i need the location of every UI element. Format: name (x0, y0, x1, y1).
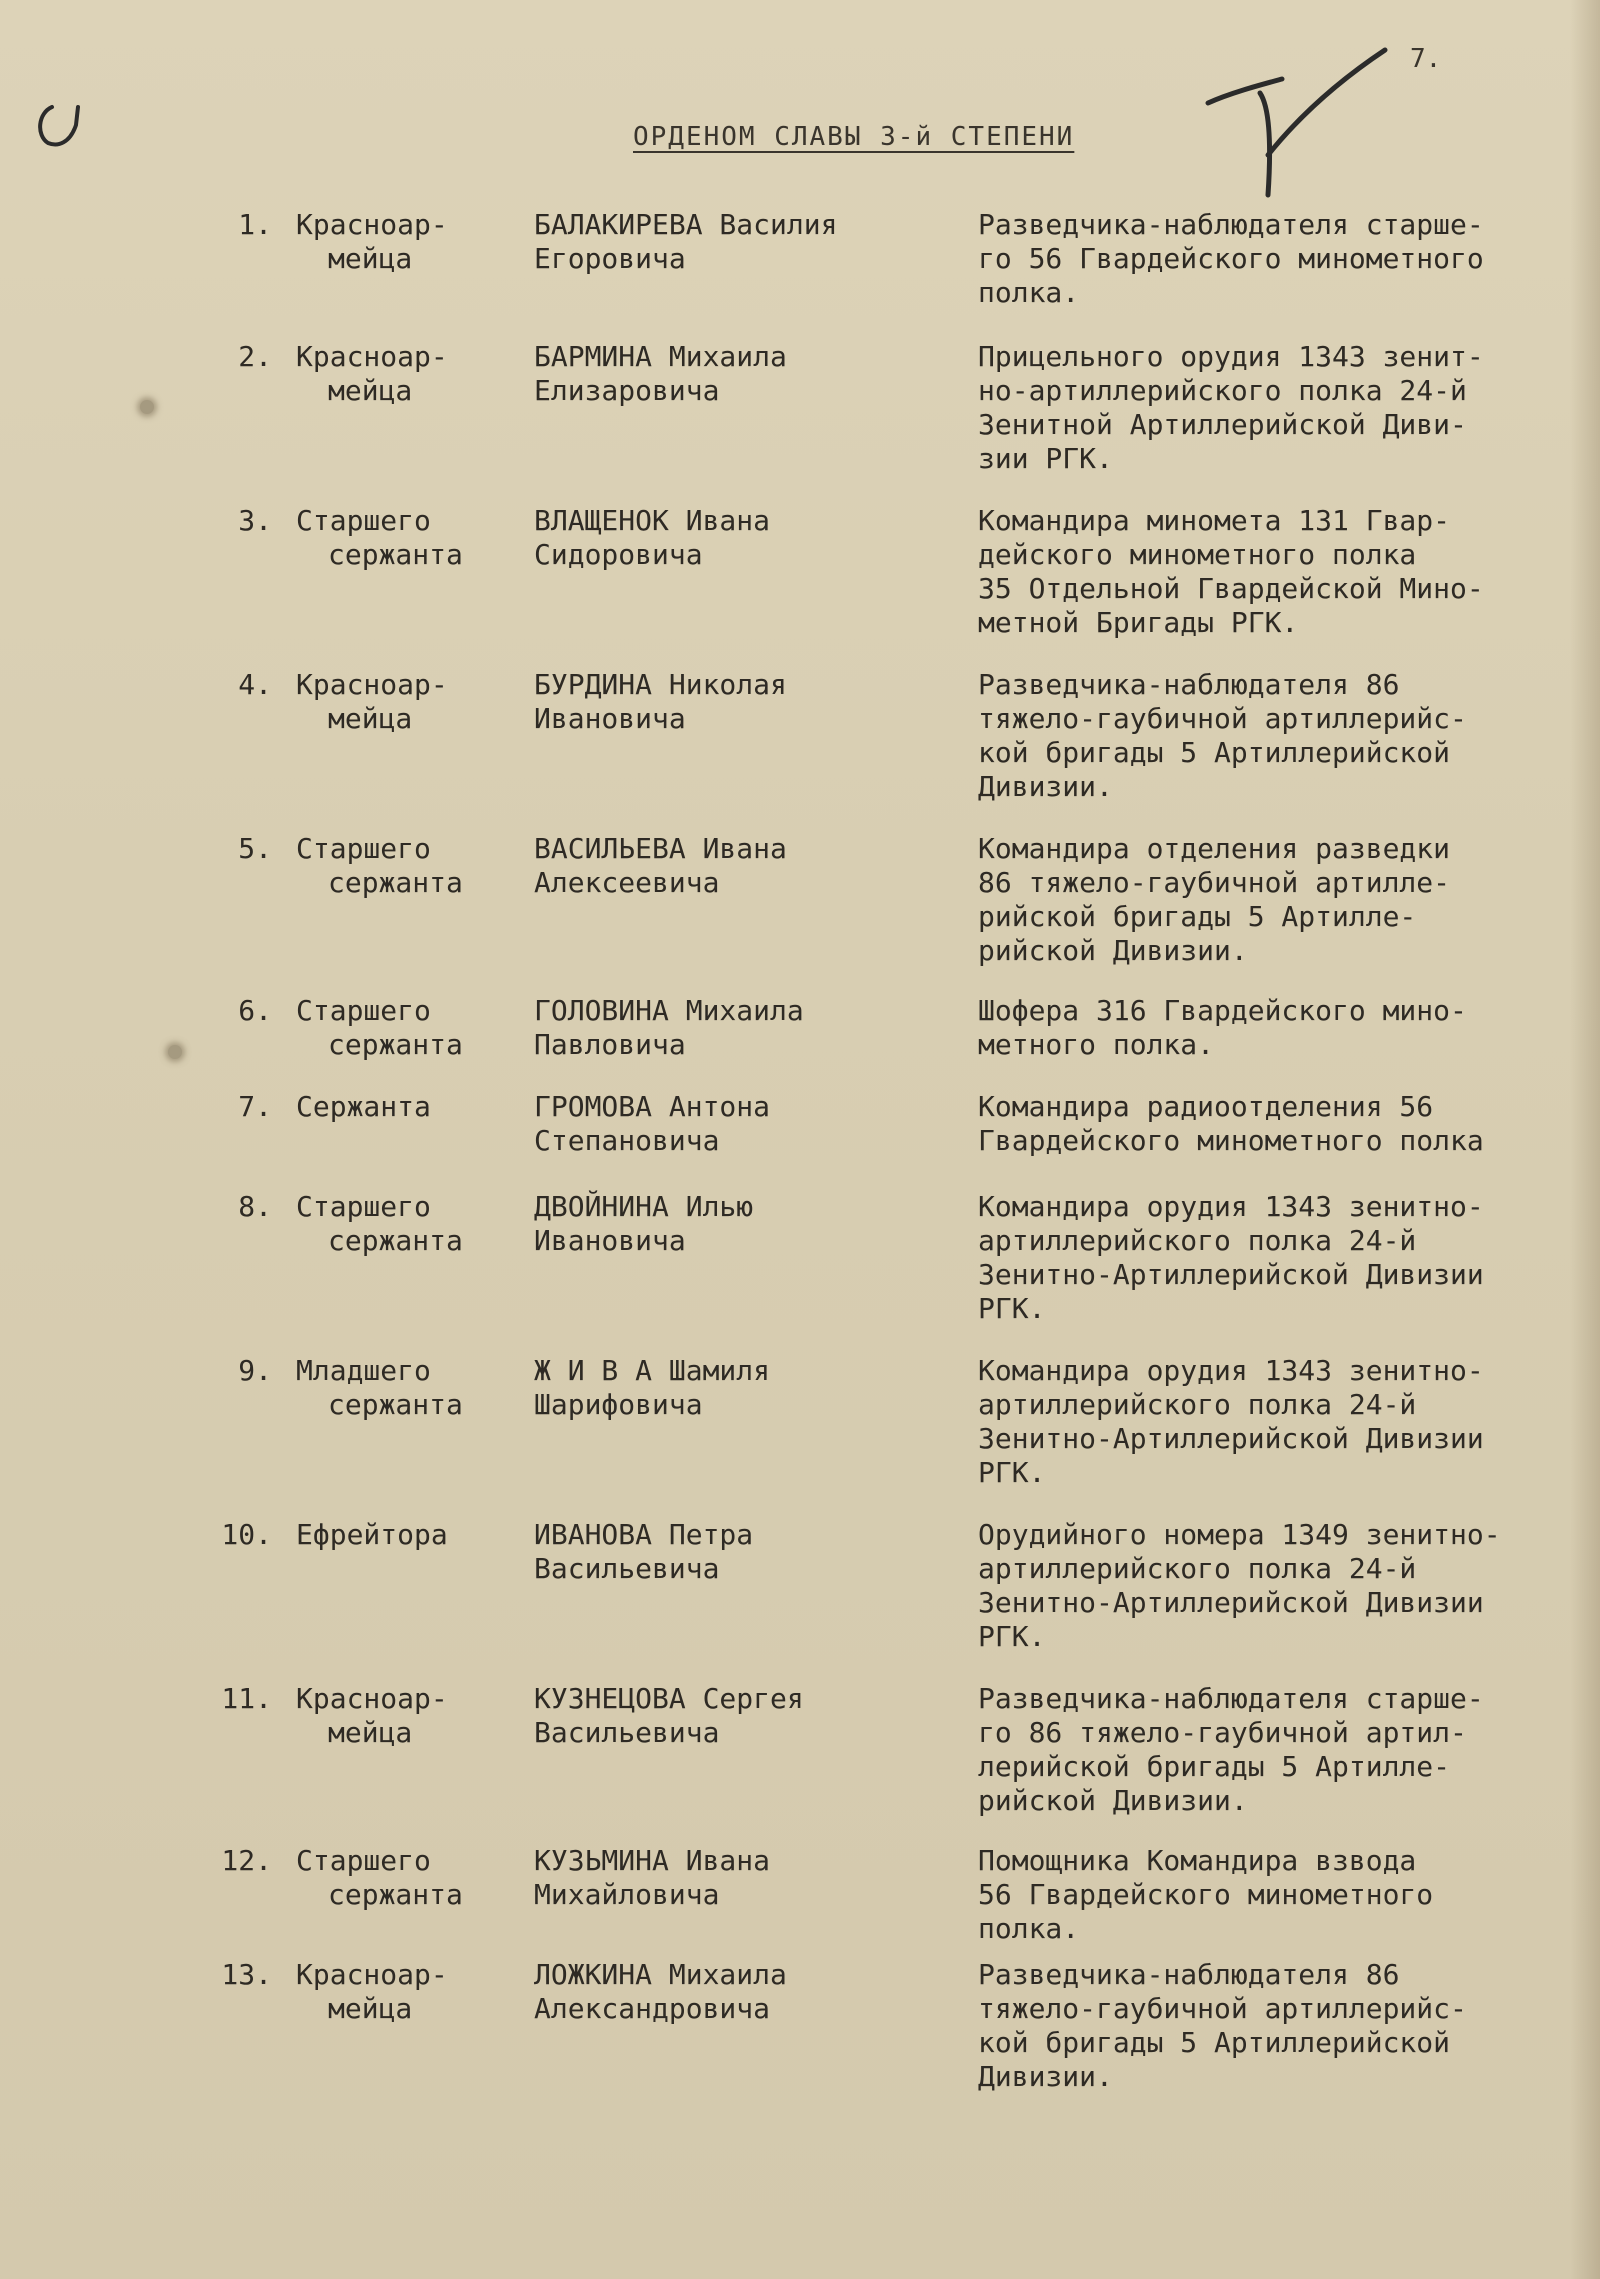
entry-position-line: Дивизии. (978, 2060, 1113, 2093)
entry-position-line: 56 Гвардейского минометного (978, 1878, 1434, 1911)
entry-position-line: го 86 тяжело-гаубичной артил- (978, 1716, 1467, 1749)
entry-name-line: КУЗНЕЦОВА Сергея (534, 1682, 804, 1715)
entry-rank (296, 1090, 476, 1124)
entry-name (534, 504, 934, 572)
entry-rank-line: Красноар- (296, 1682, 448, 1715)
entry-position (978, 1354, 1588, 1490)
entry-rank-line: мейца (328, 242, 413, 275)
entry-name-line: Елизаровича (534, 374, 720, 407)
entry-position-line: Зенитно-Артиллерийской Дивизии (978, 1586, 1484, 1619)
entry-number: 12. (221, 1844, 272, 1877)
entry-position-line: Зенитно-Артиллерийской Дивизии (978, 1422, 1484, 1455)
entry-name (534, 1090, 934, 1158)
entry-rank-line: Старшего (296, 1190, 431, 1223)
entry-position-line: метного полка. (978, 1028, 1215, 1061)
entry-position-line: но-артиллерийского полка 24-й (978, 374, 1467, 407)
entry-position-line: тяжело-гаубичной артиллерийс- (978, 1992, 1467, 2025)
entry-position-line: Разведчика-наблюдателя старше- (978, 208, 1484, 241)
entry-position (978, 340, 1588, 476)
entry-name-line: Михайловича (534, 1878, 720, 1911)
entry-name (534, 994, 934, 1062)
entry-position (978, 668, 1588, 804)
entry-position (978, 504, 1588, 640)
entry-position-line: РГК. (978, 1292, 1046, 1325)
entry-rank-line: Старшего (296, 1844, 431, 1877)
entry-rank (296, 1844, 476, 1912)
entry-position-line: лерийской бригады 5 Артилле- (978, 1750, 1451, 1783)
handwritten-check-mark (30, 95, 90, 155)
entry-position-line: тяжело-гаубичной артиллерийс- (978, 702, 1467, 735)
entry-rank-line: Старшего (296, 504, 431, 537)
entry-position-line: полка. (978, 1912, 1080, 1945)
entry-rank (296, 994, 476, 1062)
entry-position-line: полка. (978, 276, 1080, 309)
entry-name-line: ЛОЖКИНА Михаила (534, 1958, 787, 1991)
entry-position-line: рийской бригады 5 Артилле- (978, 900, 1417, 933)
entry-position-line: го 56 Гвардейского минометного (978, 242, 1484, 275)
entry-name (534, 668, 934, 736)
entry-position (978, 1682, 1588, 1818)
entry-number: 5. (238, 832, 272, 865)
entry-rank-line: Сержанта (296, 1090, 431, 1123)
entry-position-line: артиллерийского полка 24-й (978, 1552, 1417, 1585)
entry-position (978, 1190, 1588, 1326)
entry-position (978, 1090, 1588, 1158)
entry-rank-line: мейца (328, 374, 413, 407)
entry-position-line: РГК. (978, 1620, 1046, 1653)
entry-position-line: Гвардейского минометного полка (978, 1124, 1484, 1157)
entry-rank (296, 208, 476, 276)
entry-name-line: Егоровича (534, 242, 686, 275)
entry-position-line: Разведчика-наблюдателя 86 (978, 1958, 1400, 1991)
entry-number: 13. (221, 1958, 272, 1991)
entry-rank (296, 668, 476, 736)
entry-name-line: ИВАНОВА Петра (534, 1518, 754, 1551)
entry-position-line: Прицельного орудия 1343 зенит- (978, 340, 1484, 373)
entry-number: 10. (221, 1518, 272, 1551)
entry-rank-line: мейца (328, 1992, 413, 2025)
entry-rank-line: Младшего (296, 1354, 431, 1387)
entry-name (534, 340, 934, 408)
entry-number: 8. (238, 1190, 272, 1223)
entry-position-line: Командира орудия 1343 зенитно- (978, 1190, 1484, 1223)
document-title: ОРДЕНОМ СЛАВЫ 3-й СТЕПЕНИ (633, 122, 1075, 152)
entry-rank-line: мейца (328, 702, 413, 735)
entry-rank-line: Красноар- (296, 208, 448, 241)
entry-position-line: 86 тяжело-гаубичной артилле- (978, 866, 1451, 899)
entry-position-line: РГК. (978, 1456, 1046, 1489)
entry-name-line: БУРДИНА Николая (534, 668, 787, 701)
entry-rank (296, 1518, 476, 1552)
entry-name-line: Васильевича (534, 1716, 720, 1749)
entry-position-line: дейского минометного полка (978, 538, 1417, 571)
entry-rank-line: Ефрейтора (296, 1518, 448, 1551)
entry-rank-line: сержанта (328, 1878, 463, 1911)
entry-name-line: ВЛАЩЕНОК Ивана (534, 504, 771, 537)
entry-name (534, 1518, 934, 1586)
entry-name-line: Александровича (534, 1992, 771, 2025)
entry-position-line: зии РГК. (978, 442, 1113, 475)
entry-rank (296, 504, 476, 572)
entry-position-line: Командира отделения разведки (978, 832, 1451, 865)
entry-name (534, 1844, 934, 1912)
entry-number: 9. (238, 1354, 272, 1387)
entry-name-line: Ивановича (534, 1224, 686, 1257)
entry-rank (296, 832, 476, 900)
entry-position (978, 832, 1588, 968)
entry-rank (296, 1190, 476, 1258)
entry-position-line: Разведчика-наблюдателя 86 (978, 668, 1400, 701)
entry-position-line: кой бригады 5 Артиллерийской (978, 2026, 1451, 2059)
entry-name-line: Сидоровича (534, 538, 703, 571)
entry-position-line: Дивизии. (978, 770, 1113, 803)
entry-position (978, 1958, 1588, 2094)
entry-name-line: Ж И В А Шамиля (534, 1354, 771, 1387)
entry-position (978, 1518, 1588, 1654)
entry-rank-line: мейца (328, 1716, 413, 1749)
entry-position-line: метной Бригады РГК. (978, 606, 1299, 639)
entry-name (534, 1354, 934, 1422)
entry-number: 2. (238, 340, 272, 373)
entry-name-line: Степановича (534, 1124, 720, 1157)
entry-position-line: Зенитной Артиллерийской Диви- (978, 408, 1467, 441)
entry-rank (296, 1682, 476, 1750)
entry-position-line: Командира миномета 131 Гвар- (978, 504, 1451, 537)
punch-hole (168, 1045, 182, 1059)
entry-number: 3. (238, 504, 272, 537)
entry-rank (296, 1958, 476, 2026)
entry-name (534, 832, 934, 900)
entry-rank-line: сержанта (328, 866, 463, 899)
entry-name-line: ГОЛОВИНА Михаила (534, 994, 804, 1027)
entry-name (534, 1958, 934, 2026)
entry-name-line: БАРМИНА Михаила (534, 340, 787, 373)
entry-name-line: Васильевича (534, 1552, 720, 1585)
entry-name-line: ГРОМОВА Антона (534, 1090, 771, 1123)
entry-position (978, 208, 1588, 310)
entry-rank-line: Красноар- (296, 340, 448, 373)
entry-position-line: кой бригады 5 Артиллерийской (978, 736, 1451, 769)
entry-name-line: КУЗЬМИНА Ивана (534, 1844, 771, 1877)
entry-position-line: Помощника Командира взвода (978, 1844, 1417, 1877)
entry-position-line: Шофера 316 Гвардейского мино- (978, 994, 1467, 1027)
entry-position-line: 35 Отдельной Гвардейской Мино- (978, 572, 1484, 605)
entry-position-line: Командира радиоотделения 56 (978, 1090, 1434, 1123)
entry-position-line: артиллерийского полка 24-й (978, 1388, 1417, 1421)
entry-position-line: рийской Дивизии. (978, 1784, 1248, 1817)
entry-rank-line: Старшего (296, 832, 431, 865)
entry-rank (296, 1354, 476, 1422)
entry-position (978, 1844, 1588, 1946)
entry-position-line: артиллерийского полка 24-й (978, 1224, 1417, 1257)
page-number: 7. (1410, 44, 1442, 74)
entry-name (534, 1190, 934, 1258)
entry-rank-line: сержанта (328, 538, 463, 571)
entry-name-line: ДВОЙНИНА Илью (534, 1190, 754, 1223)
entry-name-line: Шарифовича (534, 1388, 703, 1421)
entry-number: 1. (238, 208, 272, 241)
handwritten-page-mark (1190, 45, 1390, 205)
entry-position-line: Разведчика-наблюдателя старше- (978, 1682, 1484, 1715)
entry-rank-line: сержанта (328, 1028, 463, 1061)
entry-name-line: Ивановича (534, 702, 686, 735)
entry-position-line: Зенитно-Артиллерийской Дивизии (978, 1258, 1484, 1291)
entry-name (534, 208, 934, 276)
entry-position-line: Орудийного номера 1349 зенитно- (978, 1518, 1501, 1551)
entry-rank-line: сержанта (328, 1224, 463, 1257)
entry-rank-line: Старшего (296, 994, 431, 1027)
entry-name (534, 1682, 934, 1750)
entry-position-line: Командира орудия 1343 зенитно- (978, 1354, 1484, 1387)
entry-number: 4. (238, 668, 272, 701)
entry-name-line: БАЛАКИРЕВА Василия (534, 208, 838, 241)
entry-rank-line: сержанта (328, 1388, 463, 1421)
entry-name-line: Павловича (534, 1028, 686, 1061)
entry-rank (296, 340, 476, 408)
entry-number: 7. (238, 1090, 272, 1123)
punch-hole (140, 400, 154, 414)
entry-name-line: Алексеевича (534, 866, 720, 899)
entry-rank-line: Красноар- (296, 668, 448, 701)
entry-number: 6. (238, 994, 272, 1027)
entry-position-line: рийской Дивизии. (978, 934, 1248, 967)
entry-number: 11. (221, 1682, 272, 1715)
entry-position (978, 994, 1588, 1062)
entry-name-line: ВАСИЛЬЕВА Ивана (534, 832, 787, 865)
entry-rank-line: Красноар- (296, 1958, 448, 1991)
